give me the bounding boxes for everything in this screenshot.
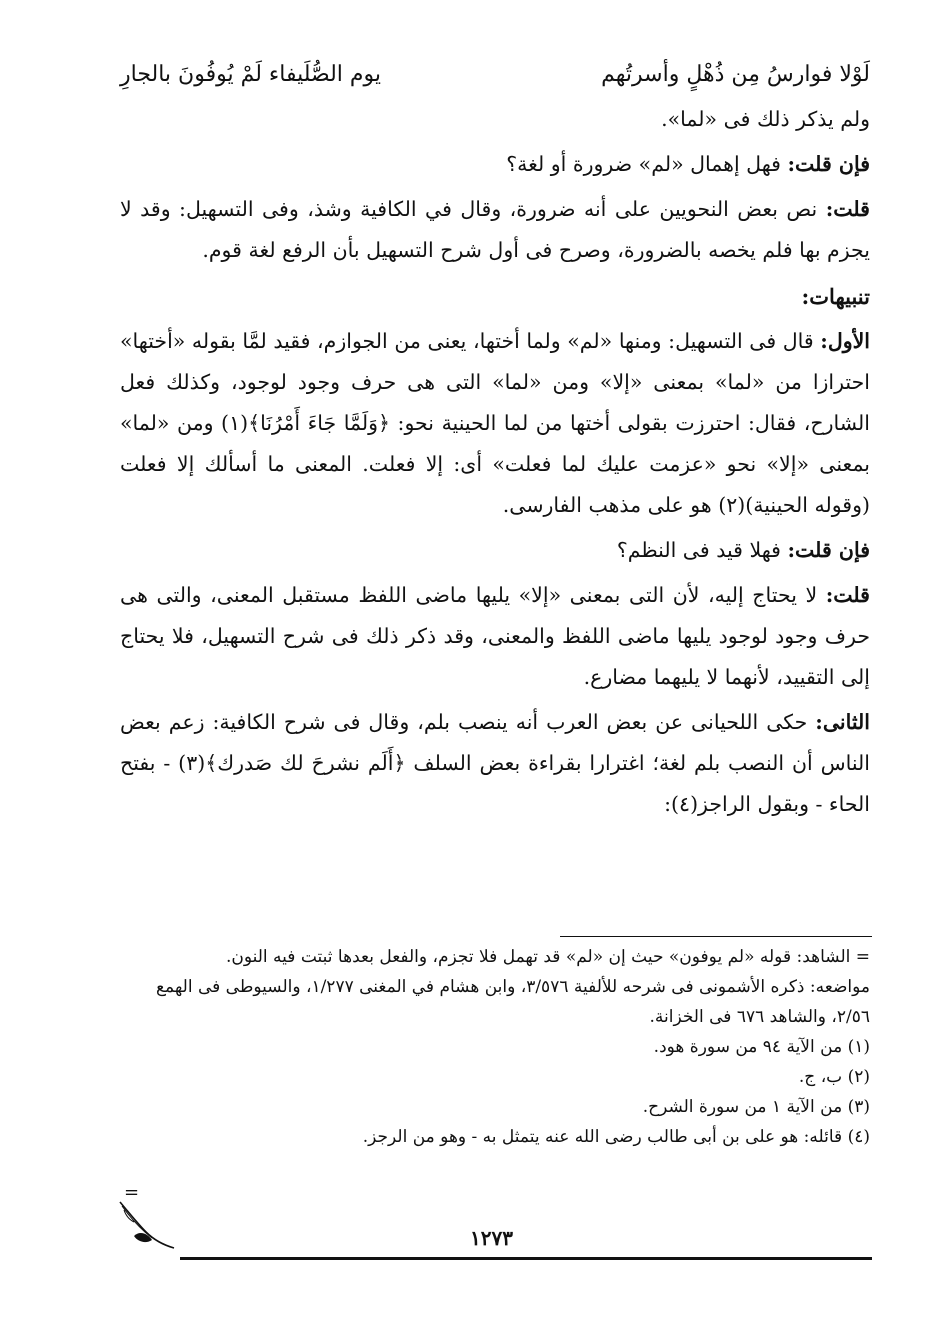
paragraph	[120, 575, 870, 698]
main-text	[120, 55, 870, 829]
paragraph	[120, 321, 870, 526]
page-number: ١٢٧٣	[470, 1226, 513, 1250]
paragraph-text: فهل إهمال «لم» ضرورة أو لغة؟	[506, 152, 788, 176]
paragraph-text: حكى اللحيانى عن بعض العرب أنه ينصب بلم، وقال فى شرح الكافية: زعم بعض الناس أن النصب بلم لغة؛ اغترارا بقراءة بعض السلف ﴿أَلَم نشرحَ لك صَدرك﴾(٣) - بفتح الحاء - وبقول الراجز(٤):	[120, 710, 870, 816]
footnotes	[125, 942, 870, 1152]
paragraph	[120, 702, 870, 825]
paragraph-text: ولم يذكر ذلك فى «لما».	[661, 107, 870, 131]
verse-hemistich-first: لَوْلا فوارسُ مِن ذُهْلٍ وأسرتُهم	[601, 62, 870, 87]
paragraph-text: فهلا قيد فى النظم؟	[616, 538, 788, 562]
paragraph-text: نص بعض النحويين على أنه ضرورة، وقال في الكافية وشذ، وفى التسهيل: وقد لا يجزم بها فلم يخصه بالضرورة، وصرح فى أول شرح التسهيل بأن الرفع لغة قوم.	[120, 197, 870, 262]
paragraph-text: لا يحتاج إليه، لأن التى بمعنى «إلا» يليها ماضى اللفظ مستقبل المعنى، والتى هى حرف وجود لوجود يليها ماضى اللفظ والمعنى، وقد ذكر ذلك فى شرح التسهيل، فلا يحتاج إلى التقييد، لأنهما لا يليهما مضارع.	[120, 583, 870, 689]
paragraph-lead: الثانى:	[815, 710, 870, 734]
paragraph	[120, 530, 870, 571]
bottom-rule	[180, 1257, 872, 1260]
paragraph-lead: قلت:	[825, 197, 870, 221]
footnote: (١) من الآية ٩٤ من سورة هود.	[653, 1037, 870, 1057]
paragraph-lead: الأول:	[820, 329, 870, 353]
footnote-separator	[560, 936, 872, 937]
paragraph	[120, 99, 870, 140]
paragraph-lead: فإن قلت:	[787, 152, 870, 176]
paragraph-lead: فإن قلت:	[787, 538, 870, 562]
paragraph	[120, 144, 870, 185]
poetry-verse	[120, 55, 870, 99]
section-heading: تنبيهات:	[801, 284, 870, 309]
footnote: (٤) قائله: هو على بن أبى طالب رضى الله عنه يتمثل به - وهو من الرجز.	[362, 1127, 870, 1147]
footnote: (٢) ب، ج.	[798, 1067, 870, 1087]
paragraph-text: قال فى التسهيل: ومنها «لم» ولما أختها، يعنى من الجوازم، فقيد لمَّا بقوله «أختها» احترازا من «لما» بمعنى «إلا» ومن «لما» التى هى حرف وجود لوجود، وكذلك فعل الشارح، فقال: احترزت بقولى أختها من لما الحينية نحو: ﴿وَلَمَّا جَاءَ أَمْرُنَا﴾(١) ومن «لما» بمعنى «إلا» نحو «عزمت عليك لما فعلت» أى: إلا فعلت. المعنى ما أسألك إلا فعلت (وقوله الحينية)(٢) هو على مذهب الفارسى.	[120, 329, 870, 517]
verse-hemistich-second: يوم الصُّلَيفاء لَمْ يُوفُونَ بالجارِ	[120, 62, 382, 87]
footnote: = الشاهد: قوله «لم يوفون» حيث إن «لم» قد تهمل فلا تجزم، والفعل بعدها ثبتت فيه النون.	[225, 947, 870, 967]
footnote: (٣) من الآية ١ من سورة الشرح.	[642, 1097, 870, 1117]
quill-pen-icon	[116, 1196, 180, 1260]
continuation-mark: =	[124, 1182, 140, 1203]
paragraph	[120, 189, 870, 271]
paragraph-lead: قلت:	[825, 583, 870, 607]
footnote: مواضعه: ذكره الأشمونى فى شرحه للألفية ٣/٥٧٦، وابن هشام في المغنى ١/٢٧٧، والسيوطى فى الهمع ٢/٥٦، والشاهد ٦٧٦ فى الخزانة.	[155, 977, 870, 1027]
